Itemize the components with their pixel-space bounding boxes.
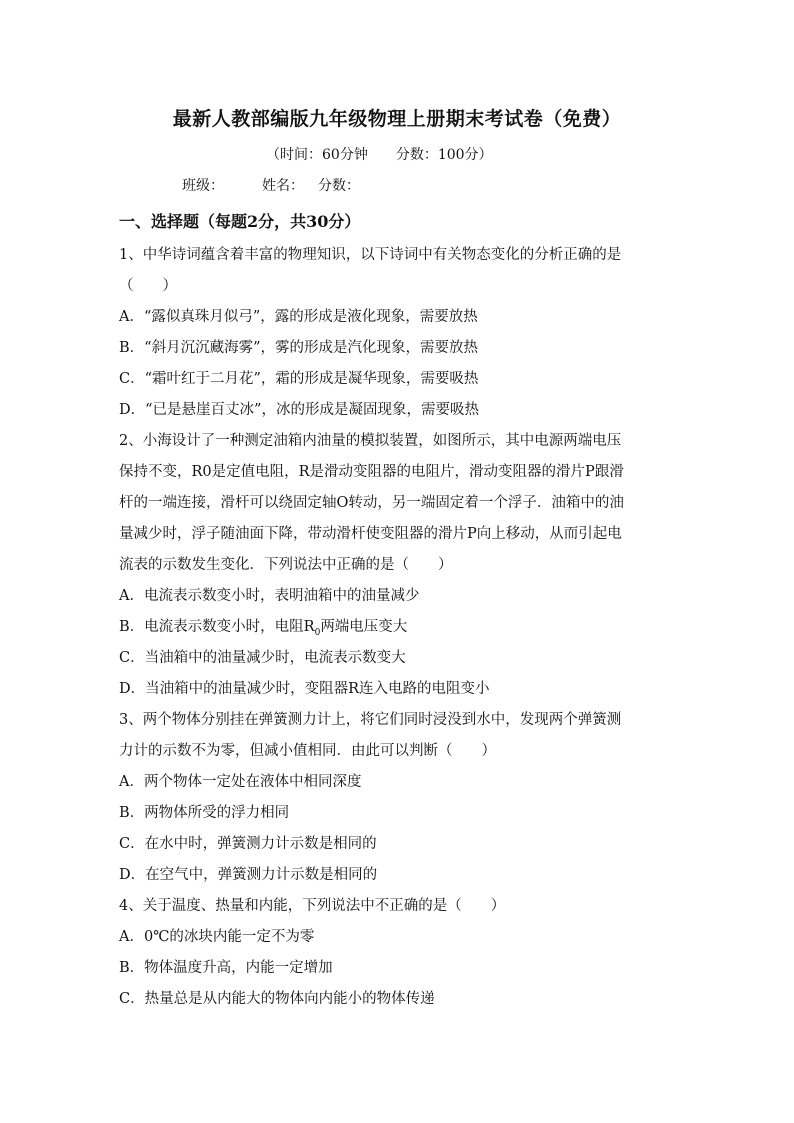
option-b-text: B．电流表示数变小时，电阻R	[119, 619, 315, 635]
option-a: A．“露似真珠月似弓”，露的形成是液化现象，需要放热	[119, 309, 478, 325]
option-a: A．两个物体一定处在液体中相同深度	[119, 774, 362, 790]
question-1	[119, 240, 679, 426]
option-b: B．“斜月沉沉藏海雾”，雾的形成是汽化现象，需要放热	[119, 340, 478, 356]
student-info	[182, 175, 360, 195]
question-stem: 量减少时，浮子随油面下降，带动滑杆使变阻器的滑片P向上移动，从而引起电	[119, 526, 622, 542]
class-label: 班级：	[182, 178, 224, 194]
question-2	[119, 426, 679, 705]
questions-list	[119, 240, 679, 1015]
question-stem: 保持不变，R0是定值电阻，R是滑动变阻器的电阻片，滑动变阻器的滑片P跟滑	[119, 464, 624, 480]
option-b: B．两物体所受的浮力相同	[119, 805, 290, 821]
question-stem: 2、小海设计了一种测定油箱内油量的模拟装置，如图所示，其中电源两端电压	[119, 433, 622, 449]
question-stem: 3、两个物体分别挂在弹簧测力计上，将它们同时浸没到水中，发现两个弹簧测	[119, 712, 622, 728]
section-heading: 一、选择题（每题2分，共30分）	[119, 212, 361, 231]
page-title: 最新人教部编版九年级物理上册期末考试卷（免费）	[172, 108, 622, 130]
time-label: （时间：60分钟	[266, 147, 368, 163]
answer-blank: （ ）	[119, 278, 177, 294]
option-c: C．热量总是从内能大的物体向内能小的物体传递	[119, 991, 435, 1007]
name-label: 姓名：	[262, 178, 304, 194]
question-stem: 杆的一端连接，滑杆可以绕固定轴O转动，另一端固定着一个浮子．油箱中的油	[119, 495, 624, 511]
question-3	[119, 705, 679, 891]
exam-meta	[266, 144, 493, 164]
option-a: A．电流表示数变小时，表明油箱中的油量减少	[119, 588, 420, 604]
score-label: 分数：100分）	[395, 147, 493, 163]
option-d: D．在空气中，弹簧测力计示数是相同的	[119, 867, 378, 883]
question-4	[119, 891, 679, 1015]
question-stem: 1、中华诗词蕴含着丰富的物理知识，以下诗词中有关物态变化的分析正确的是	[119, 247, 622, 263]
option-a: A．0℃的冰块内能一定不为零	[119, 929, 315, 945]
points-label: 分数：	[318, 178, 360, 194]
option-c: C．在水中时，弹簧测力计示数是相同的	[119, 836, 377, 852]
option-b: B．物体温度升高，内能一定增加	[119, 960, 333, 976]
option-b	[119, 612, 679, 643]
option-c: C．当油箱中的油量减少时，电流表示数变大	[119, 650, 406, 666]
option-d: D．当油箱中的油量减少时，变阻器R连入电路的电阻变小	[119, 681, 490, 697]
resistor-subscript: 0	[314, 627, 321, 638]
option-b-text-end: 两端电压变大	[320, 619, 408, 635]
question-stem: 流表的示数发生变化．下列说法中正确的是（ ）	[119, 557, 453, 573]
question-stem: 力计的示数不为零，但减小值相同．由此可以判断（ ）	[119, 743, 496, 759]
question-stem: 4、关于温度、热量和内能，下列说法中不正确的是（ ）	[119, 898, 506, 914]
option-d: D．“已是悬崖百丈冰”，冰的形成是凝固现象，需要吸热	[119, 402, 479, 418]
option-c: C．“霜叶红于二月花”，霜的形成是凝华现象，需要吸热	[119, 371, 479, 387]
